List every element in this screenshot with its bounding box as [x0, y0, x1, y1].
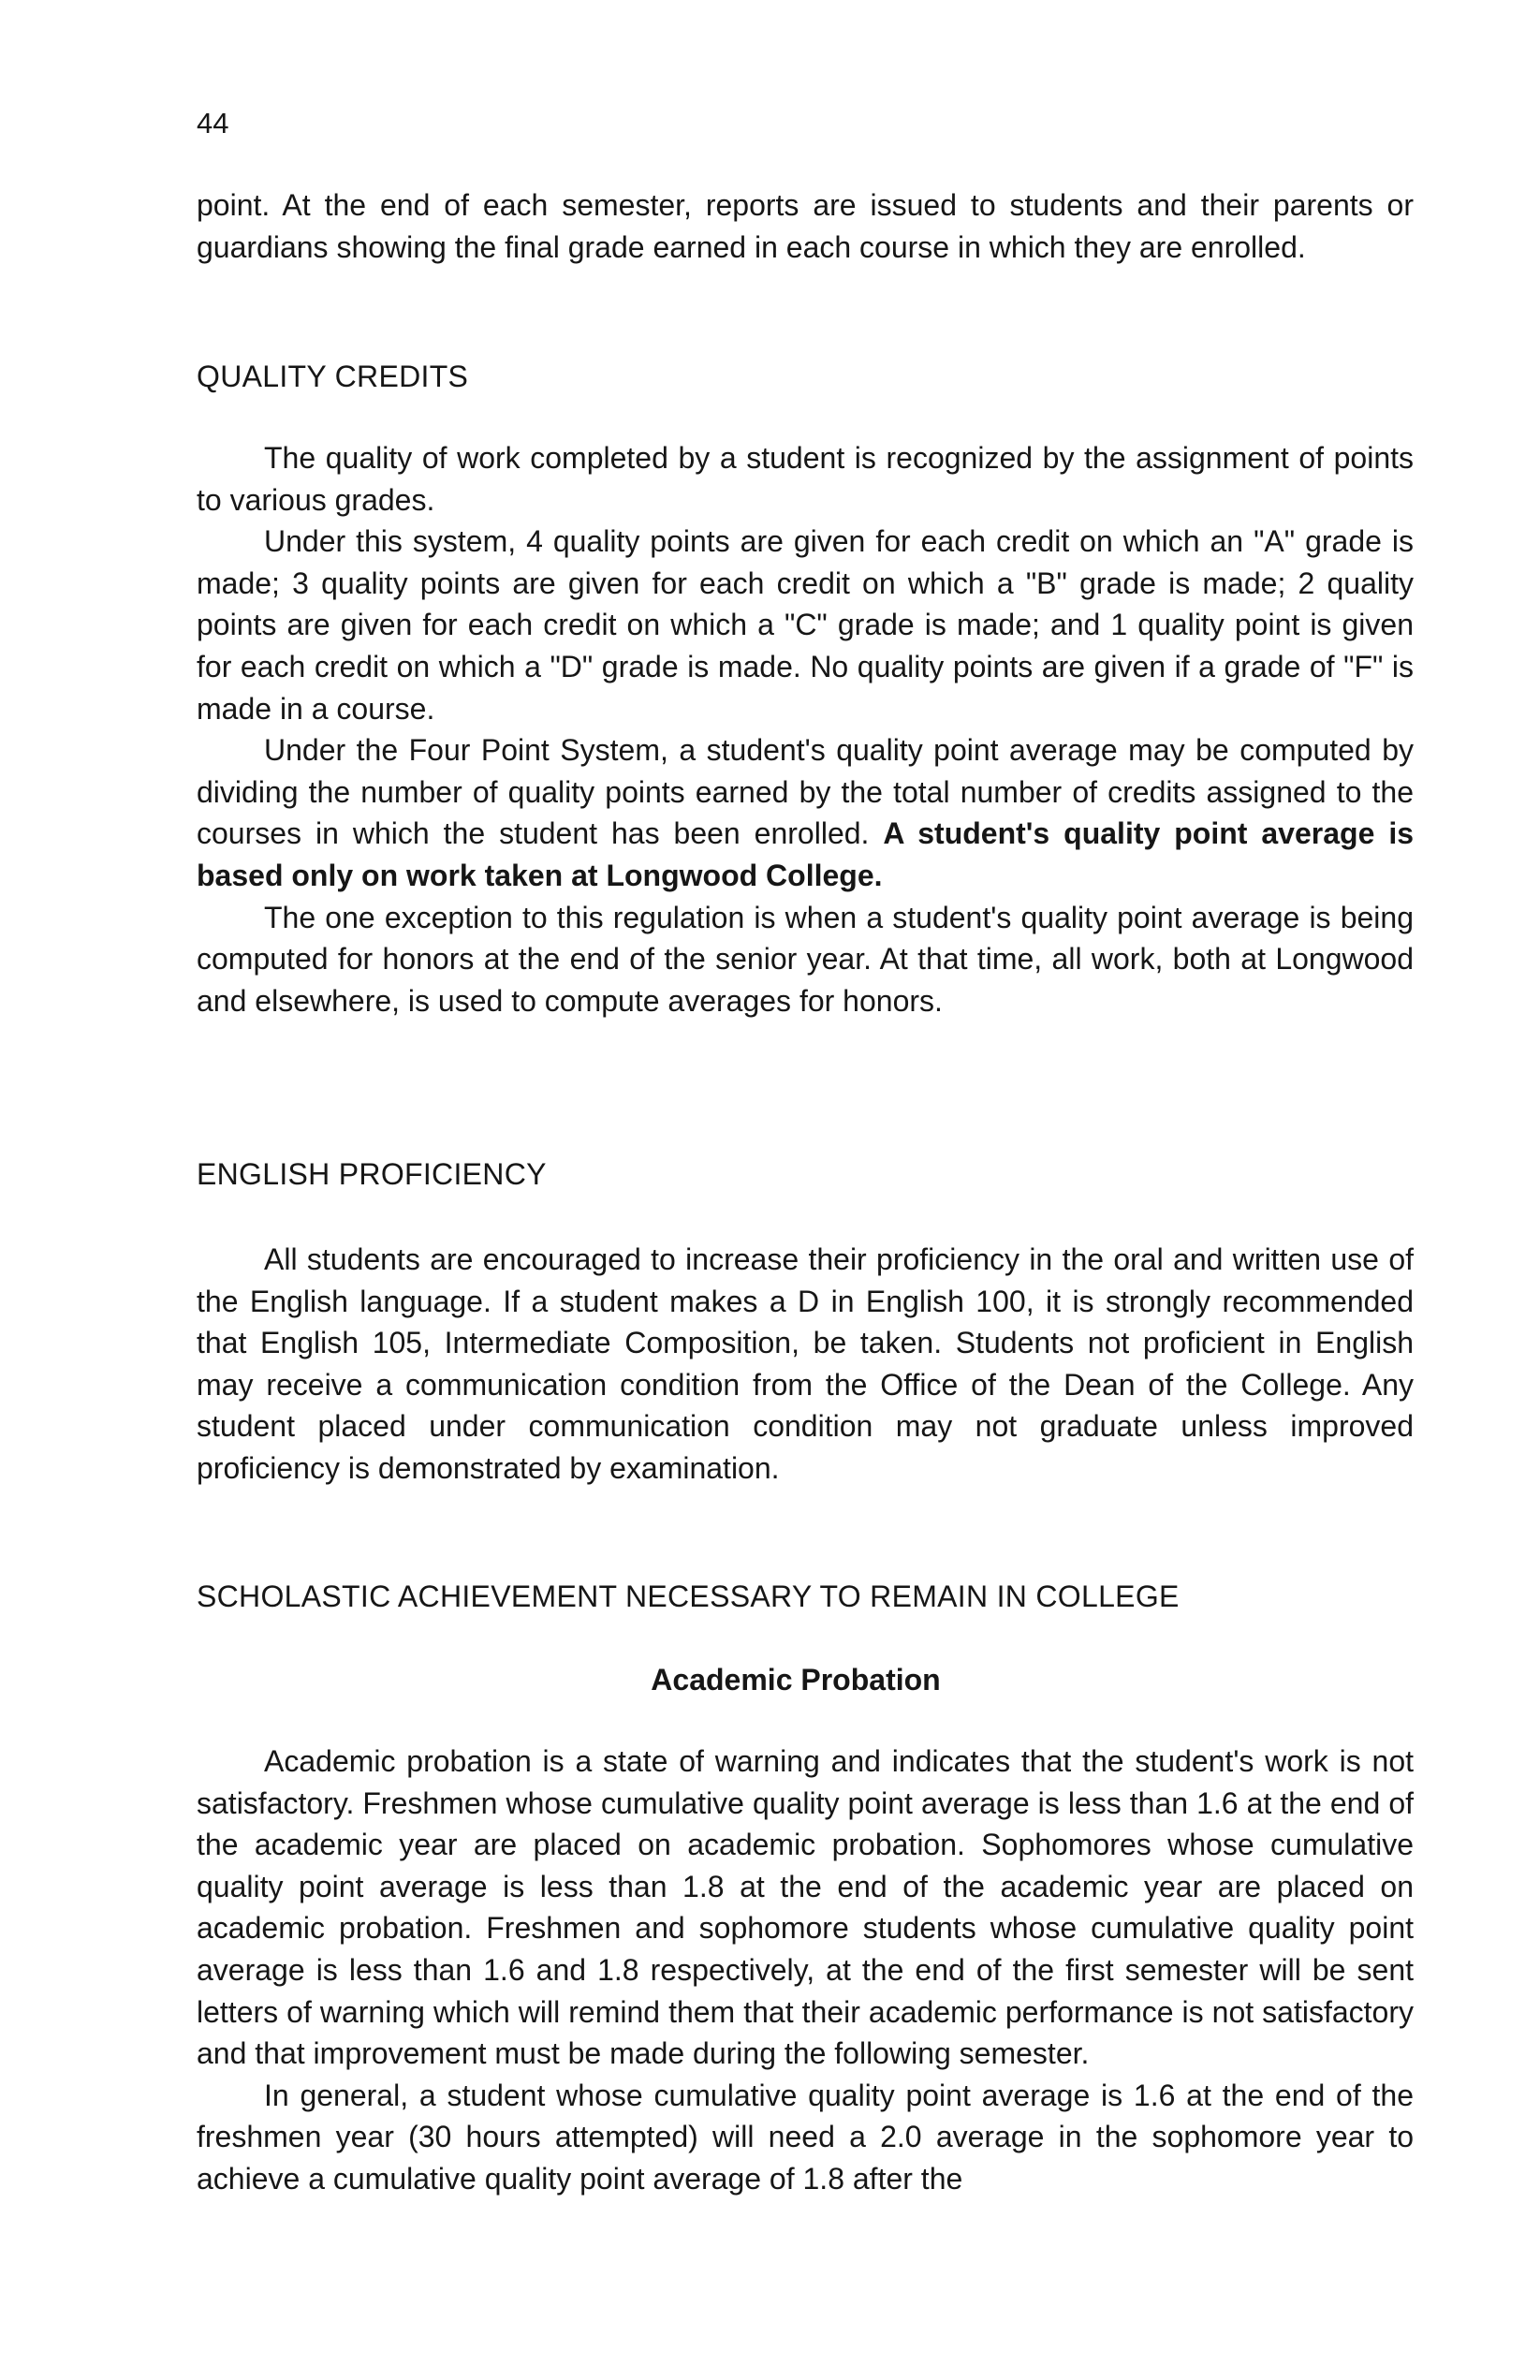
quality-credits-paragraph-3-bold: A student's quality point average is based only on work taken at Longwood College.: [197, 816, 1414, 892]
quality-credits-paragraph-3-text: Under the Four Point System, a student's quality point average may be computed by dividing the number of quality points earned by the total number of credits assigned to the courses in which the student has been enrolled.: [197, 733, 1414, 851]
english-proficiency-section: [197, 1239, 1414, 1490]
quality-credits-section: [197, 437, 1414, 1021]
academic-probation-paragraph-1: Academic probation is a state of warning and indicates that the student's work is not satisfactory. Freshmen whose cumulative quality point average is less than 1.6 at the end of the academic year are placed on academic probation. Sophomores whose cumulative quality point average is less than 1.8 at the end of the academic year are placed on academic probation. Freshmen and sophomore students whose cumulative quality point average is less than 1.6 and 1.8 respectively, at the end of the first semester will be sent letters of warning which will remind them that their academic performance is not satisfactory and that improvement must be made during the following semester.: [197, 1744, 1414, 2071]
academic-probation-paragraph-2: In general, a student whose cumulative quality point average is 1.6 at the end of the freshmen year (30 hours attempted) will need a 2.0 average in the sophomore year to achieve a cumulative quality point average of 1.8 after the: [197, 2078, 1414, 2196]
english-proficiency-heading: ENGLISH PROFICIENCY: [197, 1157, 547, 1191]
scholastic-achievement-heading: SCHOLASTIC ACHIEVEMENT NECESSARY TO REMAIN IN COLLEGE: [197, 1579, 1180, 1613]
quality-credits-paragraph-3: [197, 729, 1414, 896]
quality-credits-heading: QUALITY CREDITS: [197, 360, 469, 393]
english-proficiency-paragraph: All students are encouraged to increase their proficiency in the oral and written use of the English language. If a student makes a D in English 100, it is strongly recommended that English 105, Intermediate Composition, be taken. Students not proficient in English may receive a communication condition from the Office of the Dean of the College. Any student placed under communication condition may not graduate unless improved proficiency is demonstrated by examination.: [197, 1242, 1414, 1485]
page-number: 44: [197, 107, 229, 140]
intro-paragraph: [197, 184, 1414, 268]
quality-credits-paragraph-4: The one exception to this regulation is when a student's quality point average is being computed for honors at the end of the senior year. At that time, all work, both at Longwood and elsewhere, is used to compute averages for honors.: [197, 900, 1414, 1018]
quality-credits-paragraph-1: The quality of work completed by a student is recognized by the assignment of points to various grades.: [197, 441, 1414, 517]
academic-probation-subheading: Academic Probation: [651, 1663, 941, 1697]
academic-probation-section: [197, 1741, 1414, 2200]
intro-paragraph-text: point. At the end of each semester, reports are issued to students and their parents or guardians showing the final grade earned in each course in which they are enrolled.: [197, 188, 1414, 264]
quality-credits-paragraph-2: Under this system, 4 quality points are given for each credit on which an "A" grade is made; 3 quality points are given for each credit on which a "B" grade is made; 2 quality points are given for each credit on which a "C" grade is made; and 1 quality point is given for each credit on which a "D" grade is made. No quality points are given if a grade of "F" is made in a course.: [197, 524, 1414, 726]
